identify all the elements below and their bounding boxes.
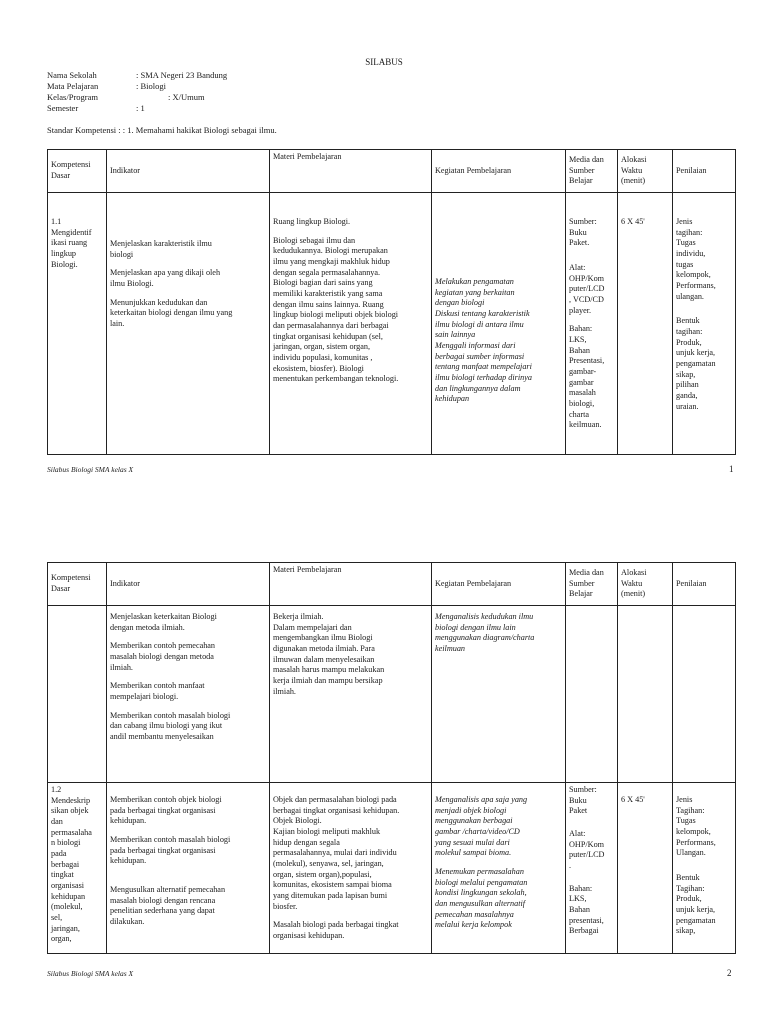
header-materi: Materi Pembelajaran [270,563,432,606]
header-indikator: Indikator [107,150,270,193]
alokasi-cell: 6 X 45' [621,217,645,226]
header-kd: Kompetensi Dasar [48,563,107,606]
media-item: Sumber: Buku Paket. [569,217,597,248]
indikator-item: Memberikan contoh manfaat mempelajari biologi. [110,681,205,701]
indikator-item: Menjelaskan keterkaitan Biologi dengan metoda ilmiah. [110,612,217,632]
page-number: 2 [727,968,732,978]
footer-text: Silabus Biologi SMA kelas X [47,465,134,474]
syllabus-table-page2 [47,562,736,954]
table-row [48,193,736,455]
standard-competence [47,125,277,136]
meta-semester-value: : 1 [136,103,145,113]
header-kegiatan: Kegiatan Pembelajaran [432,150,566,193]
document-title: SILABUS [365,57,403,67]
header-alokasi: Alokasi Waktu (menit) [618,150,673,193]
meta-class-value: : X/Umum [168,92,205,102]
indikator-item: Menjelaskan karakteristik ilmu biologi [110,239,212,259]
table-header-row [48,150,736,193]
kegiatan-item: Menganalisis apa saja yang menjadi objek biologi menggunakan berbagai gambar /charta/video/CD yang sesuai mulai dari molekul sampai bioma. [435,795,528,858]
media-item: Bahan: LKS, Bahan Presentasi, gambar- gambar masalah biologi, charta keilmuan. [569,324,605,430]
table-header-row [48,563,736,606]
media-item: Bahan: LKS, Bahan presentasi, Berbagai [569,883,604,936]
penilaian-item: Bentuk tagihan: Produk, unjuk kerja, pengamatan sikap, pilihan ganda, uraian. [676,316,716,411]
syllabus-table-page1 [47,149,736,455]
page-number: 1 [729,464,734,474]
materi-item: Masalah biologi pada berbagai tingkat organisasi kehidupan. [273,920,399,940]
kegiatan-cell: Melakukan pengamatan kegiatan yang berkaitan dengan biologi Diskusi tentang karakteristik ilmu biologi di antara ilmu sain lainnya Menggali informasi dari berbagai sumber informasi tentang manfaat mempelajari ilmu biologi terhadap dirinya dan lingkungannya dalam kehidupan [435,277,532,404]
meta-school [47,70,227,81]
indikator-item: Memberikan contoh masalah biologi dan cabang ilmu biologi yang ikut andil membantu menyelesaikan [110,710,231,741]
alokasi-cell: 6 X 45' [621,795,645,804]
table-row [48,606,736,783]
indikator-item: Mengusulkan alternatif pemecahan masalah biologi dengan rencana penelitian sederhana yang dapat dilakukan. [110,884,226,926]
media-item: Alat: OHP/Kom puter/LCD , VCD/CD player. [569,262,605,315]
penilaian-item: Jenis tagihan: Tugas individu, tugas kelompok, Performans, ulangan. [676,217,716,301]
materi-item: Biologi sebagai ilmu dan kedudukannya. Biologi merupakan ilmu yang mengkaji makhluk hidup dengan segala permasalahannya. Biologi bagian dari sains yang memiliki karakteristik yang sama dengan ilmu sains lainnya. Ruang lingkup biologi meliputi objek biologi dan permasalahannya dari berbagai tingkat organisasi kehidupan (sel, jaringan, organ, sistem organ, individu populasi, komunitas , ekosistem, biosfer). Biologi menentukan perkembangan teknologi. [273,235,399,384]
kegiatan-cell: Menganalisis kedudukan ilmu biologi dengan ilmu lain menggunakan diagram/charta keilmuan [435,612,535,653]
materi-item: Ruang lingkup Biologi. [273,217,351,226]
meta-class [47,92,205,103]
indikator-item: Menunjukkan kedudukan dan keterkaitan biologi dengan ilmu yang lain. [110,297,233,328]
meta-class-label: Kelas/Program [47,92,98,102]
materi-cell: Bekerja ilmiah. Dalam mempelajari dan mengembangkan ilmu Biologi digunakan metoda ilmiah. Para ilmuwan dalam menyelesaikan masalah harus mampu melakukan kerja ilmiah dan mampu bersikap ilmiah. [273,612,385,696]
indikator-item: Memberikan contoh pemecahan masalah biologi dengan metoda ilmiah. [110,641,216,672]
footer-text: Silabus Biologi SMA kelas X [47,969,134,978]
meta-subject-value: : Biologi [136,81,166,91]
indikator-item: Memberikan contoh objek biologi pada berbagai tingkat organisasi kehidupan. [110,795,222,826]
header-kegiatan: Kegiatan Pembelajaran [432,563,566,606]
meta-school-label: Nama Sekolah [47,70,97,80]
indikator-item: Menjelaskan apa yang dikaji oleh ilmu Biologi. [110,268,221,288]
meta-semester [47,103,145,114]
materi-item: Objek dan permasalahan biologi pada berbagai tingkat organisasi kehidupan. Objek Biologi. Kajian biologi meliputi makhluk hidup dengan segala permasalahannya, mulai dari individu (molekul), senyawa, sel, jaringan, organ, sistem organ),populasi, komunitas, ekosistem sampai bioma yang ditemukan pada lapisan bumi biosfer. [273,795,400,911]
meta-subject [47,81,166,92]
header-penilaian: Penilaian [673,150,736,193]
media-item: Alat: OHP/Kom puter/LCD . [569,828,605,870]
header-media: Media dan Sumber Belajar [566,150,618,193]
kd-cell: 1.2 Mendeskrip sikan objek dan permasalaha n biologi pada berbagai tingkat organisasi kehidupan (molekul, sel, jaringan, organ, [51,785,92,944]
penilaian-item: Jenis Tagihan: Tugas kelompok, Performans, Ulangan. [676,795,716,858]
penilaian-item: Bentuk Tagihan: Produk, unjuk kerja, pengamatan sikap, [676,872,716,936]
header-kd: Kompetensi Dasar [48,150,107,193]
standard-value: : 1. Memahami hakikat Biologi sebagai ilmu. [122,125,277,135]
kegiatan-item: Menemukan permasalahan biologi melalui pengamatan kondisi lingkungan sekolah, dan mengusulkan alternatif pemecahan masalahnya melalui kerja kelompok [435,866,528,930]
indikator-item: Memberikan contoh masalah biologi pada berbagai tingkat organisasi kehidupan. [110,834,231,866]
media-item: Sumber: Buku Paket [569,785,597,816]
meta-school-value: : SMA Negeri 23 Bandung [136,70,228,80]
table-row [48,783,736,954]
header-alokasi: Alokasi Waktu (menit) [618,563,673,606]
header-penilaian: Penilaian [673,563,736,606]
kd-cell: 1.1 Mengidentif ikasi ruang lingkup Biologi. [51,217,92,269]
header-indikator: Indikator [107,563,270,606]
header-media: Media dan Sumber Belajar [566,563,618,606]
standard-label: Standar Kompetensi : [47,125,121,135]
meta-semester-label: Semester [47,103,79,113]
meta-subject-label: Mata Pelajaran [47,81,99,91]
header-materi: Materi Pembelajaran [270,150,432,193]
